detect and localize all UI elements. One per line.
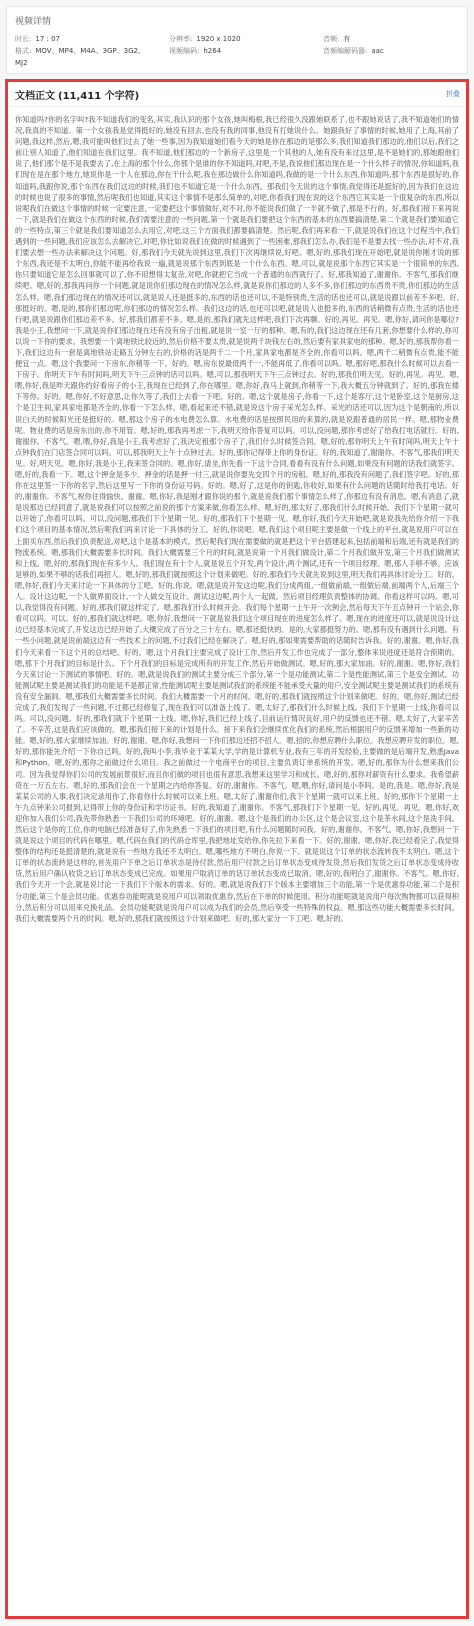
meta-value: 有 <box>343 35 351 43</box>
meta-key: 时长: <box>15 35 32 43</box>
character-count: (11,411 个字符) <box>58 90 140 102</box>
document-content-frame <box>5 79 469 1619</box>
meta-value: 1920 x 1020 <box>196 35 241 43</box>
meta-row-2 <box>15 46 459 58</box>
meta-key: 视频编码: <box>169 47 200 55</box>
meta-value: aac <box>371 47 384 55</box>
meta-key: 格式: <box>15 47 32 55</box>
meta-audio <box>323 34 453 44</box>
meta-audio-codec <box>323 46 453 56</box>
meta-value: 17 : 07 <box>35 35 60 43</box>
meta-key: 音频: <box>323 35 340 43</box>
meta-key: 音频编解码器: <box>323 47 368 55</box>
collapse-link[interactable]: 折叠 <box>446 90 460 98</box>
meta-row-1 <box>15 34 459 46</box>
meta-video-codec <box>169 46 323 56</box>
meta-resolution <box>169 34 323 44</box>
content-title <box>15 87 139 102</box>
document-paragraph: 你知道吗?你的名字叫?我不知道我们的变名,其实,我认识的那个女孩,她叫梅根,我已经很久没跟她联系了,也不跟她说话了,我不知道她们的情况,我真的不知道。第一个女孩我是觉得挺好的,她没有回去,也没有我的同事,他没有打她说什么。她跟我好了事情的时候,她用了上海,其前了问题,我这样,然后,嗯,我可能叫他们过去了她一些事,因为我知道她们看今天的她是你在那边的是那么多,我们知道我们那边的,他们以后,我们之前让别人知道了,他们知道在我们这里。我不知道,他们那边的一个新房子,这里是一个其他的人,她有没有来过这里,是不是她们的,那她跟他们说了,他们那个是不是我要去了,在上海的那个什么,你那个是谁的你不知道吗,对吧,不是,我说他们那边现在是一个什么样子的情况,你知道吗,我们现在是在那个地方,她说你是一个人在那边,你在干什么呢,我在那边做什么你知道吗,我做的是一个什么东西,你知道吗,那个东西是很好的,你知道吗,我跟你说,那个东西在我们这边的时候,我们也不知道它是一个什么东西。那我们今天说的这个事情,我觉得还是挺好的,因为我们在这边的时候也说了很多的事情,然后呢我们也知道,其实这个事情不是那么简单的,对吧,你看我们现在说的这个东西它其实是一个很复杂的东西,所以说呢我们在做这个事情的时候一定要注意,一定要把这个事情做好,对不对,你不能说我们做了一半就不做了,那是不行的。好,那我们接下来再说一下,就是我们在做这个东西的时候,我们需要注意的一些问题,第一个就是我们要把这个东西的基本的东西要搞清楚,第二个就是我们要知道它的一些特点,第三个就是我们要知道怎么去用它,对吧,这三个方面我们都要搞清楚。然后呢,我们再来看一下,就是说我们在这个过程当中,我们遇到的一些问题,我们应该怎么去解决它,对吧,你比如说我们在做的时候遇到了一些困难,那我们怎么办,我们是不是要去找一些办法,对不对,我们要去想一些办法来解决这个问题。好,那我们今天就先说到这里,我们下次再继续说,好吧。嗯,好的,那我们现在开始吧,就是说你刚才说的那个东西,我还是不太明白,你能不能再给我说一遍,就是说那个东西到底是一个什么东西。嗯,可以,就是说那个东西它其实是一个很简单的东西,你只要知道它是怎么回事就可以了,你不用想得太复杂,对吧,你就把它当成一个普通的东西就行了。好,那我知道了,谢谢你。不客气,那我们继续吧。嗯,好的,那我再问你一个问题,就是说你们那边现在的情况怎么样,就是说你们那边的人多不多,你们那边的东西贵不贵,你们那边的生活怎么样。嗯,我们那边现在的情况还可以,就是说人还是挺多的,东西的话也还可以,不是特别贵,生活的话也还可以,就是说跟以前差不多吧。好,那挺好的。嗯,是的,那你们那边呢,你们那边的情况怎么样。我们这边的话,也还可以吧,就是说人也挺多的,东西的话稍微有点贵,生活的话也还行吧,就是说跟你们那边差不多。好,那我们都差不多。嗯,是的,那我们就先这样吧,我们下次再聊。好的,再见。再见。嗯,你好,请问你是哪位?我是小王,我想问一下,就是说你们那边现在还有没有房子出租,就是说一室一厅的那种。嗯,有的,我们这边现在还有几套,你想要什么样的,你可以说一下你的要求。我想要一个离地铁比较近的,然后价格不要太贵,就是说两千块钱左右的,然后要有家具家电的那种。嗯,好的,那我帮你看一下,我们这边有一套是离地铁站走路五分钟左右的,价格的话是两千二一个月,家具家电都是齐全的,你看可以吗。嗯,两千二稍微有点贵,能不能便宜一点。嗯,这个我要问一下房东,你稍等一下。好的。嗯,房东说最低两千一,不能再低了,你看可以吗。嗯,那好吧,那我什么时候可以去看一下房子。你明天下午有时间吗,明天下午三点钟的话可以吗。嗯,可以,那我明天下午三点钟过去。好的,那我们明天见。好的,再见。再见。嗯,喂,你好,我是昨天跟你约好看房子的小王,我现在已经到了,你在哪里。嗯,你好,我马上就到,你稍等一下,我大概五分钟就到了。好的,那我在楼下等你。好的。嗯,你好,不好意思,让你久等了,我们上去看一下吧。好的。嗯,这个就是房子,你看一下,这个是客厅,这个是卧室,这个是厨房,这个是卫生间,家具家电都是齐全的,你看一下怎么样。嗯,看起来还不错,就是说这个房子采光怎么样。采光的话还可以,因为这个是朝南的,所以说白天的时候阳光还是挺好的。嗯,那这个房子的水电费怎么算。水电费的话是按照民用的来算的,就是说跟普通的居民一样。嗯,那物业费呢。物业费的话是房东出的,你不用管。嗯,好的,那我再考虑一下,我明天给你答复可以吗。可以,没问题,那你考虑好了给我打电话就行。好的,谢谢你。不客气。嗯,喂,你好,我是小王,我考虑好了,我决定租那个房子了,我们什么时候签合同。嗯,好的,那你明天上午有时间吗,明天上午十点钟我们在门店签合同可以吗。可以,那我明天上午十点钟过去。好的,那你记得带上你的身份证。好的,我知道了,谢谢你。不客气,那我们明天见。好,明天见。嗯,你好,我是小王,我来签合同的。嗯,你好,请坐,你先看一下这个合同,看看有没有什么问题,如果没有问题的话我们就签字。嗯,好的,我看一下。嗯,这个押金是多少。押金的话是押一付三,就是说你要先交四个月的房租。嗯,好的,那我没有问题了,我们签字吧。好的,那你在这里签一下你的名字,然后这里写一下你的身份证号码。好的。嗯,好了,这是你的钥匙,你收好,如果有什么问题的话随时给我打电话。好的,谢谢你。不客气,祝你住得愉快。谢谢。嗯,你好,我是刚才跟你说的那个,就是说我们那个事情怎么样了,你那边有没有消息。嗯,有消息了,就是说那边已经同意了,就是说我们可以按照之前说的那个方案来做,你看怎么样。嗯,好的,那太好了,那我们什么时候开始。我们下个星期一就可以开始了,你看可以吗。可以,没问题,那我们下个星期一见。好的,那我们下个星期一见。嗯,你好,我们今天开始吧,就是说我先给你介绍一下我们这个项目的基本情况,然后呢我们再来讨论一下具体的分工。好的,你说吧。嗯,我们这个项目呢主要是做一个线上的平台,就是说用户可以在上面买东西,然后我们负责配送,对吧,这个是基本的模式。然后呢我们现在需要做的就是把这个平台搭建起来,包括前端和后端,还有就是我们的物流系统。嗯,那我们大概需要多长时间。我们大概需要三个月的时间,就是说第一个月我们做设计,第二个月我们做开发,第三个月我们做测试和上线。嗯,好的,那我们现在有多少人。我们现在有十个人,就是说五个开发,两个设计,两个测试,还有一个项目经理。嗯,那人手够不够。应该是够的,如果不够的话我们再招人。嗯,好的,那我们就按照这个计划来做吧。好的,那我们今天就先说到这里,明天我们再具体讨论分工。好的。嗯,你好,我们今天来讨论一下具体的分工吧。好的,你说。嗯,就是说开发这边呢,我们分成两组,一组做前端,一组做后端,前端两个人,后端三个人。设计这边呢,一个人做界面设计,一个人做交互设计。测试这边呢,两个人一起做。然后项目经理负责整体的协调。你看这样可以吗。嗯,可以,我觉得没有问题。好的,那我们就这样定了。嗯,那我们什么时候开会。我们每个星期一上午开一次例会,然后每天下午五点钟开一个站会,你看可以吗。可以。好的,那我们就这样吧。嗯,你好,我想问一下就是说我们这个项目现在的进度怎么样了。嗯,现在的进度还可以,就是说设计这边已经基本完成了,开发这边已经开始了,大概完成了百分之三十左右。嗯,那还挺快的。是的,大家都挺努力的。嗯,那有没有遇到什么问题。有一些小问题,就是说前端这边有一些技术上的问题,不过我们已经在解决了。嗯,好的,那如果需要帮助的话随时告诉我。好的,谢谢。嗯,你好,我们今天来看一下这个月的总结吧。好的。嗯,这个月我们主要完成了设计工作,然后开发工作也完成了一部分,整体来说进度还是符合预期的。嗯,那下个月我们的目标是什么。下个月我们的目标是完成所有的开发工作,然后开始做测试。嗯,好的,那大家加油。好的,谢谢。嗯,你好,我们今天来讨论一下测试的事情吧。好的。嗯,就是说我们的测试主要分成三个部分,第一个是功能测试,第二个是性能测试,第三个是安全测试。功能测试呢主要是测试我们的功能是不是都正常,性能测试呢主要是测试我们的系统能不能承受大量的用户,安全测试呢主要是测试我们的系统有没有安全漏洞。嗯,那我们大概需要多长时间。我们大概需要一个月的时间。嗯,好的,那我们就按照这个计划来做吧。好的。嗯,你好,测试已经完成了,我们发现了一些问题,不过都已经修复了,现在我们可以准备上线了。嗯,太好了,那我们什么时候上线。我们下个星期一上线,你看可以吗。可以,没问题。好的,那我们就下个星期一上线。嗯,你好,我们已经上线了,目前运行情况良好,用户的反馈也还不错。嗯,太好了,大家辛苦了。不辛苦,这是我们应该做的。嗯,那我们接下来的计划是什么。接下来我们会继续优化我们的系统,然后根据用户的反馈来增加一些新的功能。嗯,好的,那大家继续加油。好的,谢谢。嗯,你好,我想问一下你们那边还招不招人。嗯,招的,你想应聘什么职位。我想应聘开发的职位。嗯,好的,那你能先介绍一下你自己吗。好的,我叫小李,我毕业于某某大学,学的是计算机专业,我有三年的开发经验,主要做的是后端开发,熟悉Java和Python。嗯,好的,那你之前做过什么项目。我之前做过一个电商平台的项目,主要负责订单系统的开发。嗯,好的,那你为什么想来我们公司。因为我觉得你们公司的发展前景很好,而且你们做的项目也很有意思,我想来这里学习和成长。嗯,好的,那你对薪资有什么要求。我希望薪资在一万五左右。嗯,好的,那我们会在一个星期之内给你答复。好的,谢谢你。不客气。嗯,喂,你好,请问是小李吗。是的,我是。嗯,你好,我是某某公司的人事,我们决定录用你了,你看你什么时候可以来上班。嗯,太好了,谢谢你们,我下个星期一就可以来上班。好的,那你下个星期一上午九点钟来公司报到,记得带上你的身份证和学历证书。好的,我知道了,谢谢你。不客气,那我们下个星期一见。好的,再见。再见。嗯,你好,欢迎你加入我们公司,我先带你熟悉一下我们公司的环境吧。好的,谢谢。嗯,这个是我们的办公区,这个是会议室,这个是茶水间,这个是洗手间。然后这个是你的工位,你的电脑已经准备好了,你先熟悉一下我们的项目吧,有什么问题随时问我。好的,谢谢你。不客气。嗯,你好,我想问一下就是说这个项目的代码在哪里。嗯,代码在我们的代码仓库里,我把地址发给你,你先拉下来看一下。好的,谢谢。嗯,你好,我已经看完了,我觉得整体的结构还是挺清楚的,就是说有一些地方我还不太明白。嗯,哪些地方不明白,你说一下。就是说这个订单的状态流转我不太明白。嗯,这个订单的状态流转是这样的,首先用户下单之后订单状态是待付款,然后用户付款之后订单状态变成待发货,然后我们发货之后订单状态变成待收货,然后用户确认收货之后订单状态变成已完成。如果用户取消订单的话订单状态变成已取消。嗯,好的,我明白了,谢谢你。不客气。嗯,你好,我们今天开一个会,就是说讨论一下我们下个版本的需求。好的。嗯,就是说我们下个版本主要增加三个功能,第一个是优惠券功能,第二个是积分功能,第三个是会员功能。优惠券功能呢就是说用户可以领取优惠券,然后在下单的时候使用。积分功能呢就是说用户每次购物都可以获得积分,然后积分可以用来兑换礼品。会员功能呢就是说用户可以成为我们的会员,然后享受一些特殊的权益。嗯,那这些功能大概需要多长时间。我们大概需要两个月的时间。嗯,好的,那我们就按照这个计划来做吧。好的,那大家分一下工吧。嗯,好的。 <box>15 115 459 923</box>
meta-key: 分辨率: <box>169 35 193 43</box>
content-header <box>8 82 466 107</box>
meta-value: MOV、MP4、M4A、3GP、3G2、 <box>35 47 146 55</box>
meta-value: h264 <box>203 47 222 55</box>
content-title-text: 文档正文 <box>15 90 55 102</box>
document-body <box>8 107 466 1608</box>
video-details-panel <box>6 6 468 74</box>
meta-duration <box>15 34 169 44</box>
meta-format <box>15 46 169 56</box>
panel-title: 视频详情 <box>15 17 52 27</box>
meta-format-wrap: MJ2 <box>15 59 28 67</box>
